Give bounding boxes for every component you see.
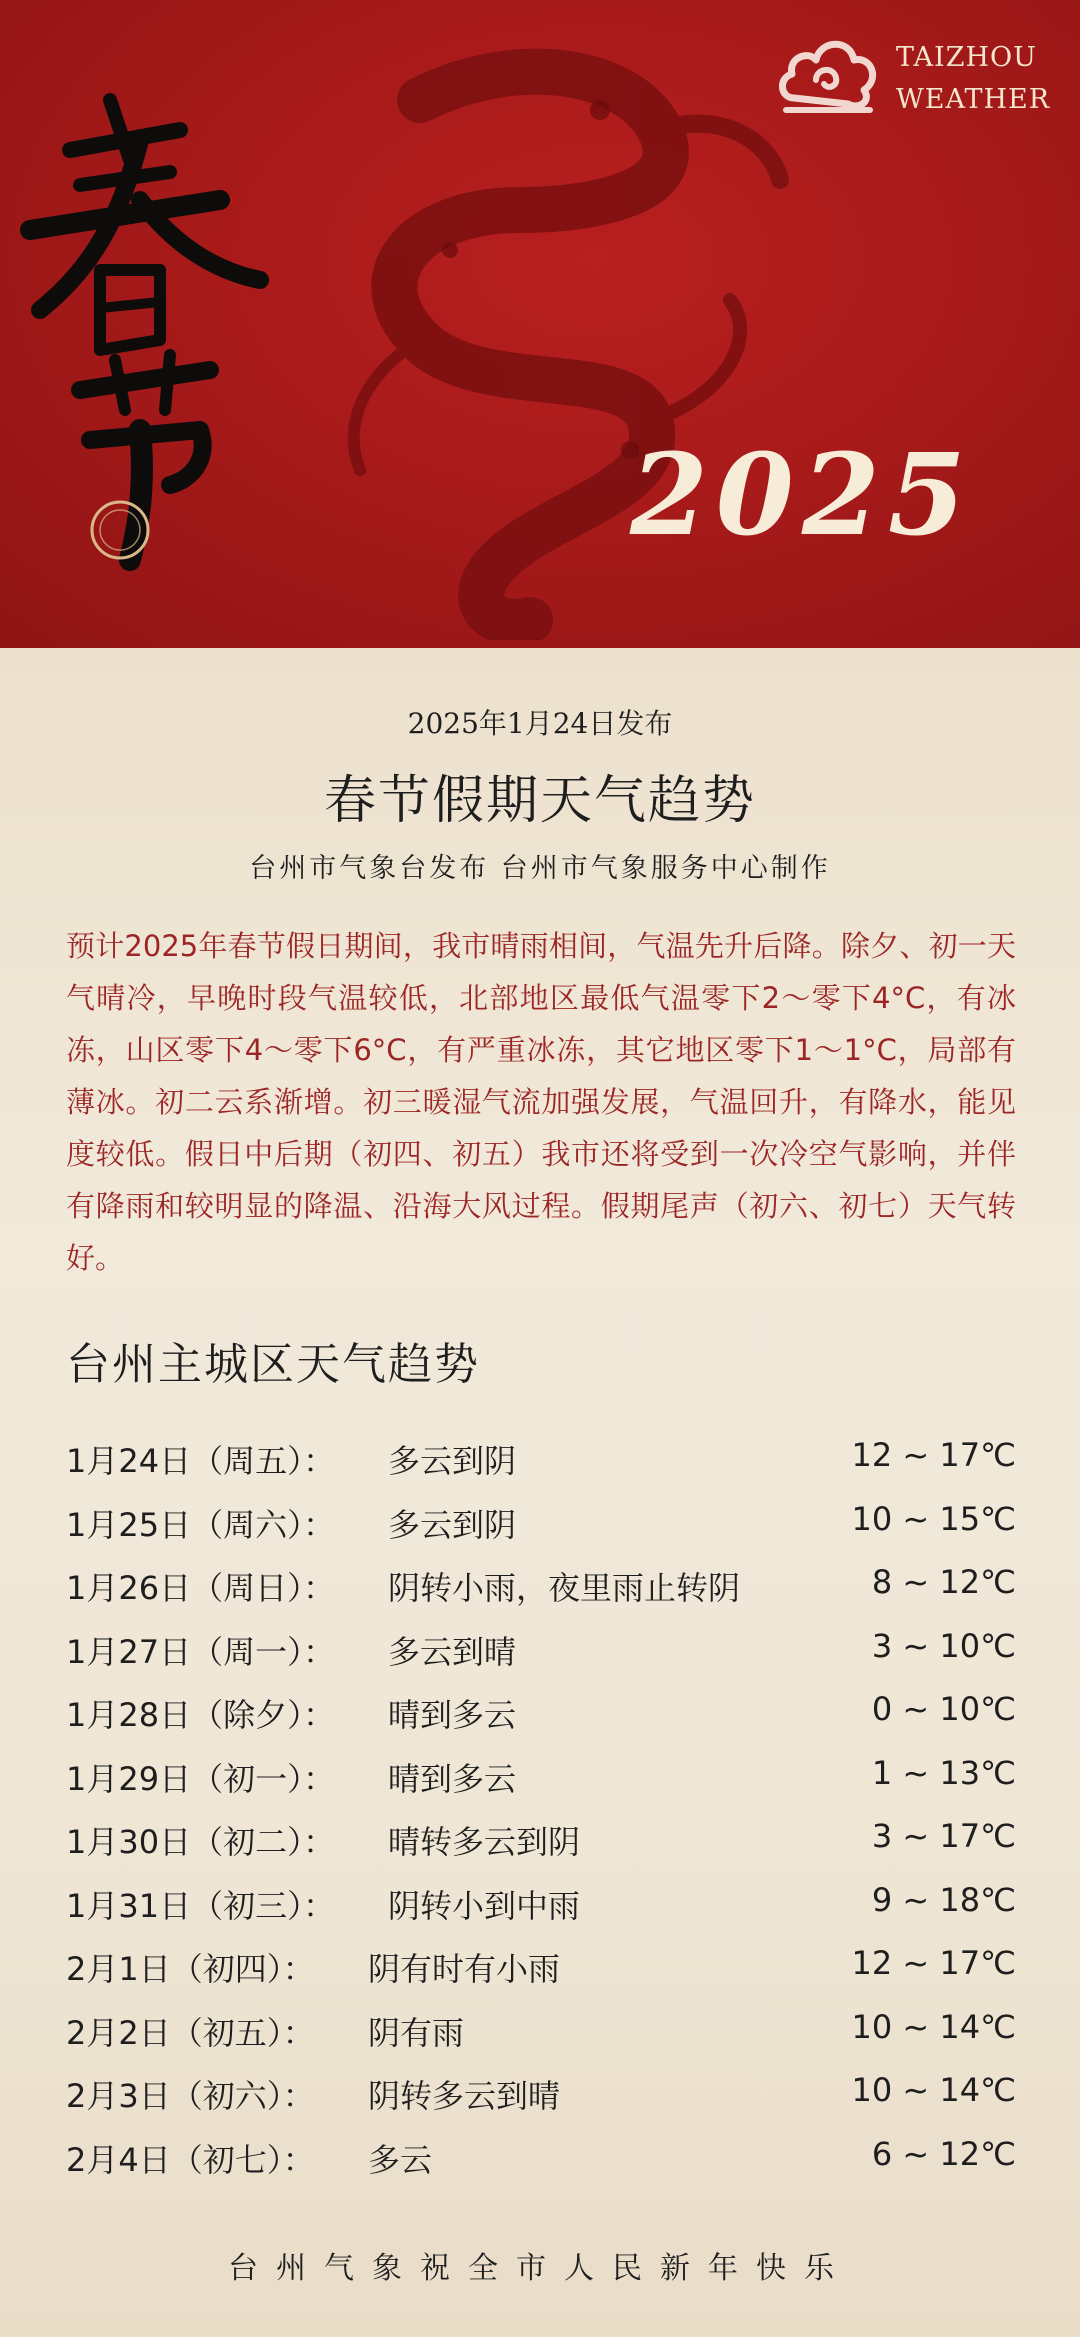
forecast-summary: 预计2025年春节假日期间，我市晴雨相间，气温先升后降。除夕、初一天气晴冷，早晚时段气温较低，北部地区最低气温零下2～零下4°C，有冰冻，山区零下4～零下6°C，有严重冰冻，其它地区零下1～1°C，局部有薄冰。初二云系渐增。初三暖湿气流加强发展，气温回升，有降水，能见度较低。假日中后期（初四、初五）我市还将受到一次冷空气影响，并伴有降雨和较明显的降温、沿海大风过程。假期尾声（初六、初七）天气转好。 [66, 929, 1016, 1275]
forecast-weather: 阴转小雨，夜里雨止转阴 [388, 1569, 741, 1607]
content-panel [0, 648, 1080, 2337]
brand-name-line2: WEATHER [896, 84, 1051, 115]
forecast-temp: 8 ~ 12℃ [871, 1563, 1016, 1601]
forecast-temp: 1 ~ 13℃ [871, 1753, 1016, 1792]
forecast-row [66, 1873, 1016, 1937]
forecast-date: 1月28日（除夕）： [66, 1696, 336, 1734]
forecast-weather: 多云到阴 [388, 1505, 517, 1544]
forecast-table [66, 1428, 1016, 2190]
brand-name-line1: TAIZHOU [896, 42, 1037, 73]
producer-credits: 台州市气象台发布 台州市气象服务中心制作 [249, 853, 831, 884]
forecast-weather: 晴到多云 [388, 1696, 517, 1734]
forecast-weather: 阴转多云到晴 [368, 2077, 561, 2115]
forecast-temp: 9 ~ 18℃ [871, 1880, 1016, 1919]
forecast-temp: 3 ~ 10℃ [871, 1626, 1016, 1665]
publish-date: 2025年1月24日发布 [407, 707, 673, 740]
page-title: 春节假期天气趋势 [323, 771, 756, 831]
forecast-row [66, 2063, 1016, 2127]
forecast-date: 1月24日（周五）： [66, 1442, 336, 1480]
forecast-row [66, 1492, 1016, 1556]
forecast-date: 1月27日（周一）： [66, 1632, 336, 1671]
spring-festival-calligraphy [20, 80, 280, 580]
forecast-weather: 阴有时有小雨 [368, 1950, 561, 1988]
forecast-row [66, 1936, 1016, 2000]
forecast-date: 2月2日（初五）： [66, 2013, 315, 2052]
forecast-date: 2月1日（初四）： [66, 1950, 315, 1988]
forecast-date: 1月30日（初二）： [66, 1823, 336, 1861]
forecast-date: 1月31日（初三）： [66, 1886, 336, 1925]
cloud-logo-icon [776, 28, 880, 120]
forecast-temp: 10 ~ 14℃ [851, 2007, 1016, 2046]
forecast-date: 2月3日（初六）： [66, 2077, 315, 2115]
forecast-weather: 阴有雨 [368, 2013, 465, 2052]
forecast-weather: 晴到多云 [388, 1759, 517, 1798]
forecast-row [66, 1809, 1016, 1873]
forecast-temp: 10 ~ 14℃ [851, 2071, 1016, 2109]
forecast-temp: 3 ~ 17℃ [871, 1817, 1016, 1855]
forecast-row [66, 1555, 1016, 1619]
forecast-date: 1月25日（周六）： [66, 1505, 336, 1544]
forecast-weather: 阴转小到中雨 [388, 1886, 581, 1925]
section-title: 台州主城区天气趋势 [66, 1339, 480, 1390]
forecast-weather: 多云到阴 [388, 1442, 517, 1480]
forecast-row [66, 2127, 1016, 2191]
forecast-row [66, 2000, 1016, 2064]
forecast-temp: 12 ~ 17℃ [851, 1436, 1016, 1474]
forecast-weather: 多云 [368, 2140, 433, 2179]
forecast-date: 2月4日（初七）： [66, 2140, 315, 2179]
forecast-temp: 6 ~ 12℃ [871, 2134, 1016, 2173]
forecast-row [66, 1746, 1016, 1810]
forecast-weather: 晴转多云到阴 [388, 1823, 581, 1861]
forecast-temp: 0 ~ 10℃ [871, 1690, 1016, 1728]
forecast-temp: 12 ~ 17℃ [851, 1944, 1016, 1982]
forecast-row [66, 1682, 1016, 1746]
forecast-row [66, 1428, 1016, 1492]
forecast-date: 1月29日（初一）： [66, 1759, 336, 1798]
forecast-row [66, 1619, 1016, 1683]
forecast-date: 1月26日（周日）： [66, 1569, 336, 1607]
forecast-temp: 10 ~ 15℃ [851, 1499, 1016, 1538]
year-title: 2025 [630, 430, 974, 561]
new-year-greeting: 台州气象祝全市人民新年快乐 [228, 2251, 852, 2286]
header-banner [0, 0, 1080, 648]
forecast-weather: 多云到晴 [388, 1632, 517, 1671]
